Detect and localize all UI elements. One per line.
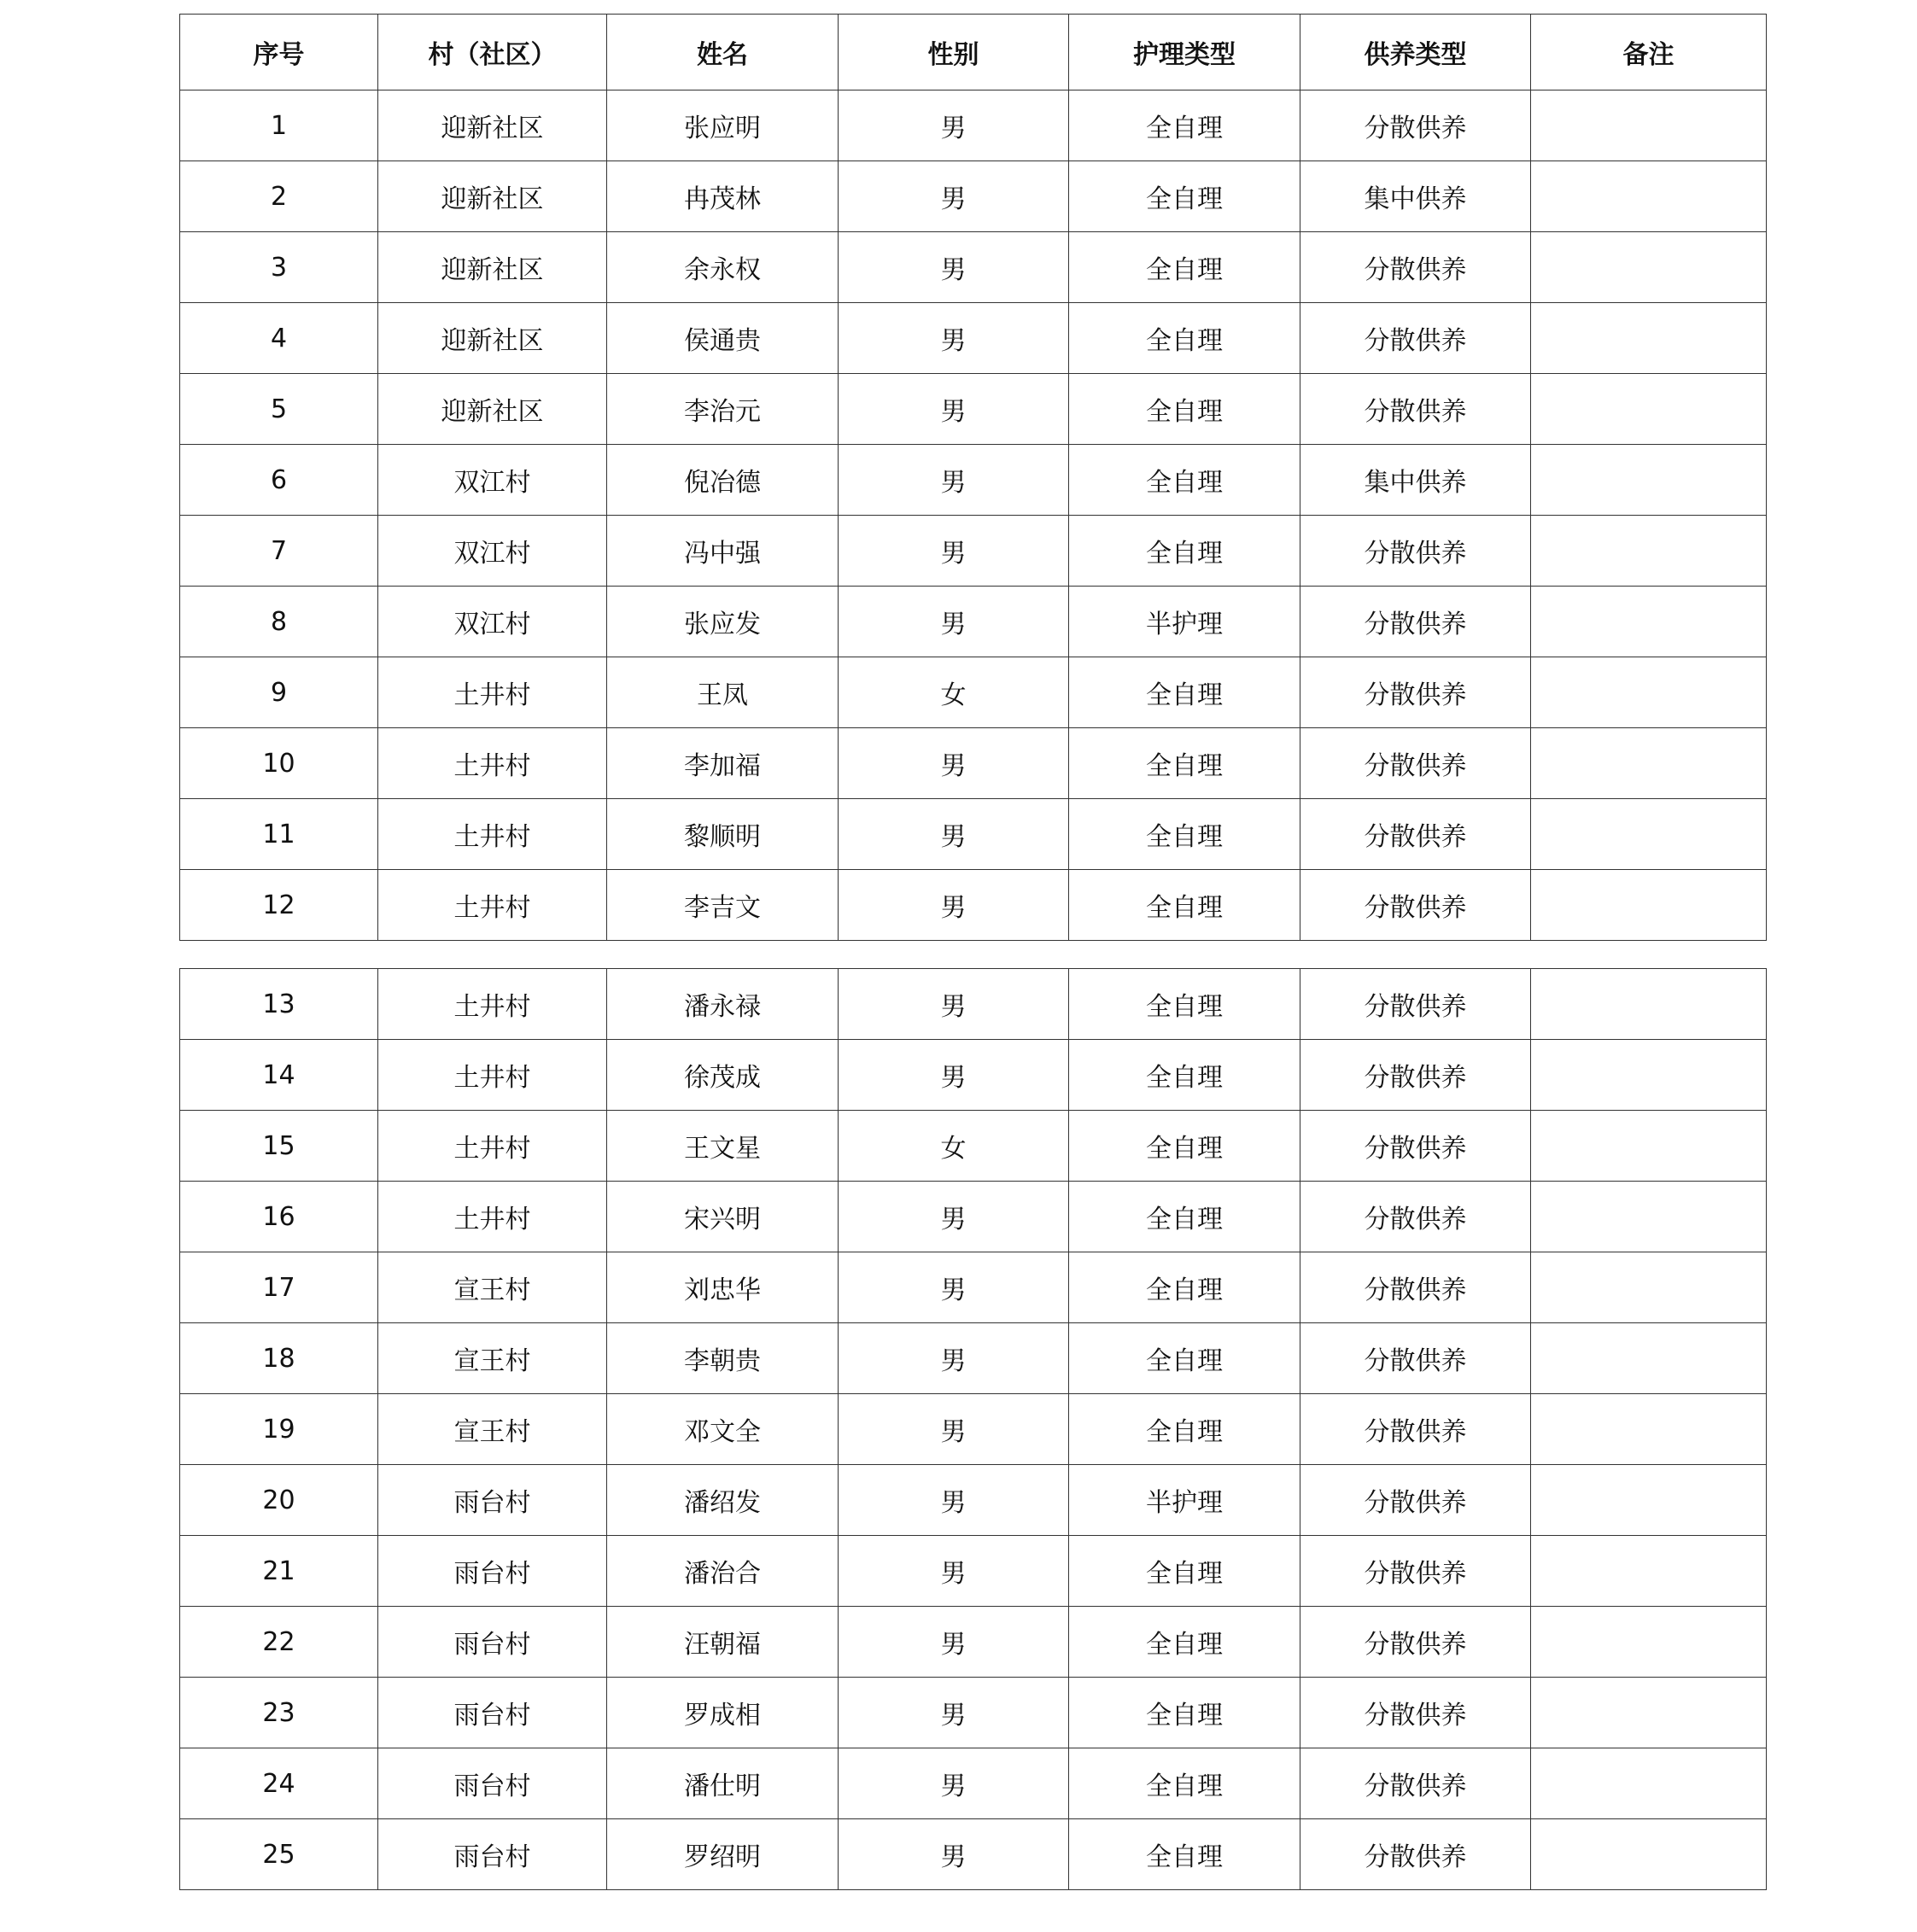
cell-gender: 男 — [839, 969, 1069, 1040]
cell-village: 雨台村 — [378, 1819, 607, 1890]
cell-index: 20 — [180, 1465, 378, 1536]
cell-index: 23 — [180, 1678, 378, 1748]
cell-name: 罗绍明 — [607, 1819, 839, 1890]
cell-gender: 男 — [839, 1040, 1069, 1111]
cell-note — [1531, 657, 1767, 728]
header-support-type: 供养类型 — [1300, 15, 1531, 90]
cell-village: 土井村 — [378, 969, 607, 1040]
cell-support-type: 分散供养 — [1300, 1394, 1531, 1465]
cell-village: 双江村 — [378, 587, 607, 657]
table-row — [180, 374, 1767, 445]
cell-gender: 女 — [839, 1111, 1069, 1182]
cell-index: 5 — [180, 374, 378, 445]
cell-support-type: 分散供养 — [1300, 1678, 1531, 1748]
cell-gender: 男 — [839, 1536, 1069, 1607]
cell-support-type: 分散供养 — [1300, 1536, 1531, 1607]
cell-index: 7 — [180, 516, 378, 587]
cell-village: 宣王村 — [378, 1252, 607, 1323]
cell-support-type: 分散供养 — [1300, 587, 1531, 657]
cell-village: 雨台村 — [378, 1678, 607, 1748]
table-row — [180, 232, 1767, 303]
table-row — [180, 1465, 1767, 1536]
cell-care-type: 全自理 — [1069, 516, 1300, 587]
cell-name: 黎顺明 — [607, 799, 839, 870]
cell-support-type: 分散供养 — [1300, 374, 1531, 445]
cell-name: 刘忠华 — [607, 1252, 839, 1323]
cell-gender: 女 — [839, 657, 1069, 728]
cell-name: 邓文全 — [607, 1394, 839, 1465]
table-row — [180, 516, 1767, 587]
cell-index: 14 — [180, 1040, 378, 1111]
cell-gender: 男 — [839, 799, 1069, 870]
table-row — [180, 587, 1767, 657]
cell-support-type: 分散供养 — [1300, 1607, 1531, 1678]
cell-index: 13 — [180, 969, 378, 1040]
table-row — [180, 90, 1767, 161]
cell-index: 8 — [180, 587, 378, 657]
table-row — [180, 799, 1767, 870]
cell-village: 雨台村 — [378, 1536, 607, 1607]
cell-index: 24 — [180, 1748, 378, 1819]
cell-note — [1531, 1678, 1767, 1748]
cell-care-type: 全自理 — [1069, 728, 1300, 799]
cell-note — [1531, 728, 1767, 799]
table-row — [180, 870, 1767, 941]
cell-care-type: 全自理 — [1069, 1607, 1300, 1678]
cell-index: 12 — [180, 870, 378, 941]
cell-note — [1531, 799, 1767, 870]
cell-support-type: 分散供养 — [1300, 1465, 1531, 1536]
cell-note — [1531, 1536, 1767, 1607]
cell-name: 冉茂林 — [607, 161, 839, 232]
cell-name: 张应明 — [607, 90, 839, 161]
cell-care-type: 全自理 — [1069, 374, 1300, 445]
header-care-type: 护理类型 — [1069, 15, 1300, 90]
cell-note — [1531, 1182, 1767, 1252]
header-index: 序号 — [180, 15, 378, 90]
roster-table-part-2 — [179, 968, 1767, 1890]
cell-index: 18 — [180, 1323, 378, 1394]
cell-village: 土井村 — [378, 728, 607, 799]
cell-name: 李治元 — [607, 374, 839, 445]
cell-village: 土井村 — [378, 799, 607, 870]
cell-index: 25 — [180, 1819, 378, 1890]
cell-index: 19 — [180, 1394, 378, 1465]
cell-village: 土井村 — [378, 1182, 607, 1252]
cell-village: 雨台村 — [378, 1465, 607, 1536]
cell-name: 冯中强 — [607, 516, 839, 587]
cell-care-type: 全自理 — [1069, 161, 1300, 232]
table-row — [180, 1748, 1767, 1819]
cell-index: 21 — [180, 1536, 378, 1607]
table-row — [180, 1607, 1767, 1678]
cell-village: 土井村 — [378, 1111, 607, 1182]
table-row — [180, 728, 1767, 799]
cell-index: 4 — [180, 303, 378, 374]
cell-name: 李加福 — [607, 728, 839, 799]
cell-gender: 男 — [839, 1678, 1069, 1748]
cell-village: 雨台村 — [378, 1748, 607, 1819]
roster-table-part-1 — [179, 14, 1767, 941]
cell-support-type: 分散供养 — [1300, 799, 1531, 870]
cell-village: 宣王村 — [378, 1323, 607, 1394]
cell-village: 土井村 — [378, 657, 607, 728]
cell-gender: 男 — [839, 1607, 1069, 1678]
cell-name: 潘绍发 — [607, 1465, 839, 1536]
cell-name: 潘治合 — [607, 1536, 839, 1607]
cell-note — [1531, 516, 1767, 587]
table-row — [180, 445, 1767, 516]
cell-index: 6 — [180, 445, 378, 516]
cell-care-type: 全自理 — [1069, 799, 1300, 870]
cell-gender: 男 — [839, 1252, 1069, 1323]
cell-note — [1531, 232, 1767, 303]
cell-support-type: 分散供养 — [1300, 90, 1531, 161]
header-gender: 性别 — [839, 15, 1069, 90]
cell-note — [1531, 1607, 1767, 1678]
header-name: 姓名 — [607, 15, 839, 90]
cell-village: 迎新社区 — [378, 90, 607, 161]
cell-gender: 男 — [839, 587, 1069, 657]
cell-gender: 男 — [839, 303, 1069, 374]
table-row — [180, 1040, 1767, 1111]
cell-name: 潘仕明 — [607, 1748, 839, 1819]
cell-gender: 男 — [839, 161, 1069, 232]
cell-gender: 男 — [839, 1323, 1069, 1394]
cell-note — [1531, 1465, 1767, 1536]
table-row — [180, 1252, 1767, 1323]
cell-village: 宣王村 — [378, 1394, 607, 1465]
cell-gender: 男 — [839, 728, 1069, 799]
cell-care-type: 全自理 — [1069, 969, 1300, 1040]
cell-village: 雨台村 — [378, 1607, 607, 1678]
cell-village: 土井村 — [378, 870, 607, 941]
cell-note — [1531, 1394, 1767, 1465]
cell-note — [1531, 1111, 1767, 1182]
cell-name: 余永权 — [607, 232, 839, 303]
cell-name: 徐茂成 — [607, 1040, 839, 1111]
cell-name: 李吉文 — [607, 870, 839, 941]
cell-care-type: 半护理 — [1069, 1465, 1300, 1536]
cell-support-type: 分散供养 — [1300, 657, 1531, 728]
cell-index: 9 — [180, 657, 378, 728]
cell-care-type: 全自理 — [1069, 657, 1300, 728]
table-row — [180, 1111, 1767, 1182]
cell-support-type: 分散供养 — [1300, 1323, 1531, 1394]
header-village: 村（社区） — [378, 15, 607, 90]
cell-gender: 男 — [839, 374, 1069, 445]
cell-gender: 男 — [839, 516, 1069, 587]
cell-note — [1531, 870, 1767, 941]
cell-care-type: 全自理 — [1069, 303, 1300, 374]
cell-gender: 男 — [839, 1394, 1069, 1465]
cell-name: 汪朝福 — [607, 1607, 839, 1678]
cell-index: 3 — [180, 232, 378, 303]
cell-care-type: 全自理 — [1069, 1111, 1300, 1182]
cell-care-type: 全自理 — [1069, 1252, 1300, 1323]
cell-care-type: 全自理 — [1069, 1678, 1300, 1748]
cell-village: 迎新社区 — [378, 374, 607, 445]
cell-index: 10 — [180, 728, 378, 799]
cell-index: 1 — [180, 90, 378, 161]
cell-note — [1531, 1748, 1767, 1819]
cell-support-type: 分散供养 — [1300, 1040, 1531, 1111]
table-row — [180, 1394, 1767, 1465]
cell-gender: 男 — [839, 870, 1069, 941]
cell-care-type: 全自理 — [1069, 445, 1300, 516]
cell-village: 双江村 — [378, 516, 607, 587]
cell-support-type: 分散供养 — [1300, 728, 1531, 799]
cell-village: 迎新社区 — [378, 303, 607, 374]
cell-index: 16 — [180, 1182, 378, 1252]
table-row — [180, 161, 1767, 232]
table-header-row — [180, 15, 1767, 90]
table-row — [180, 657, 1767, 728]
cell-note — [1531, 587, 1767, 657]
table-row — [180, 1536, 1767, 1607]
cell-support-type: 分散供养 — [1300, 1748, 1531, 1819]
cell-gender: 男 — [839, 1819, 1069, 1890]
cell-note — [1531, 1819, 1767, 1890]
cell-support-type: 集中供养 — [1300, 445, 1531, 516]
header-note: 备注 — [1531, 15, 1767, 90]
cell-index: 17 — [180, 1252, 378, 1323]
cell-note — [1531, 1040, 1767, 1111]
cell-care-type: 全自理 — [1069, 870, 1300, 941]
cell-index: 22 — [180, 1607, 378, 1678]
cell-care-type: 半护理 — [1069, 587, 1300, 657]
cell-note — [1531, 445, 1767, 516]
cell-index: 2 — [180, 161, 378, 232]
table-row — [180, 969, 1767, 1040]
cell-name: 李朝贵 — [607, 1323, 839, 1394]
cell-care-type: 全自理 — [1069, 1748, 1300, 1819]
cell-support-type: 集中供养 — [1300, 161, 1531, 232]
cell-note — [1531, 1252, 1767, 1323]
cell-note — [1531, 161, 1767, 232]
table-row — [180, 1323, 1767, 1394]
cell-support-type: 分散供养 — [1300, 303, 1531, 374]
cell-support-type: 分散供养 — [1300, 1819, 1531, 1890]
cell-care-type: 全自理 — [1069, 1323, 1300, 1394]
cell-index: 15 — [180, 1111, 378, 1182]
cell-name: 侯通贵 — [607, 303, 839, 374]
cell-care-type: 全自理 — [1069, 232, 1300, 303]
cell-support-type: 分散供养 — [1300, 516, 1531, 587]
table-row — [180, 1182, 1767, 1252]
cell-name: 罗成相 — [607, 1678, 839, 1748]
cell-gender: 男 — [839, 1182, 1069, 1252]
cell-care-type: 全自理 — [1069, 1394, 1300, 1465]
cell-support-type: 分散供养 — [1300, 870, 1531, 941]
cell-support-type: 分散供养 — [1300, 1111, 1531, 1182]
cell-care-type: 全自理 — [1069, 1182, 1300, 1252]
cell-care-type: 全自理 — [1069, 1040, 1300, 1111]
cell-village: 迎新社区 — [378, 232, 607, 303]
table-body-part-1 — [180, 90, 1767, 941]
cell-gender: 男 — [839, 445, 1069, 516]
cell-gender: 男 — [839, 1748, 1069, 1819]
cell-gender: 男 — [839, 90, 1069, 161]
cell-village: 双江村 — [378, 445, 607, 516]
cell-village: 土井村 — [378, 1040, 607, 1111]
cell-note — [1531, 303, 1767, 374]
cell-note — [1531, 374, 1767, 445]
cell-note — [1531, 1323, 1767, 1394]
table-body-part-2 — [180, 969, 1767, 1890]
cell-care-type: 全自理 — [1069, 90, 1300, 161]
cell-support-type: 分散供养 — [1300, 232, 1531, 303]
cell-name: 潘永禄 — [607, 969, 839, 1040]
cell-name: 王凤 — [607, 657, 839, 728]
cell-village: 迎新社区 — [378, 161, 607, 232]
cell-name: 倪冶德 — [607, 445, 839, 516]
cell-index: 11 — [180, 799, 378, 870]
table-row — [180, 303, 1767, 374]
cell-support-type: 分散供养 — [1300, 1252, 1531, 1323]
cell-name: 宋兴明 — [607, 1182, 839, 1252]
cell-gender: 男 — [839, 1465, 1069, 1536]
cell-support-type: 分散供养 — [1300, 1182, 1531, 1252]
cell-note — [1531, 969, 1767, 1040]
cell-care-type: 全自理 — [1069, 1819, 1300, 1890]
cell-care-type: 全自理 — [1069, 1536, 1300, 1607]
cell-name: 王文星 — [607, 1111, 839, 1182]
table-row — [180, 1678, 1767, 1748]
cell-gender: 男 — [839, 232, 1069, 303]
table-row — [180, 1819, 1767, 1890]
cell-support-type: 分散供养 — [1300, 969, 1531, 1040]
cell-note — [1531, 90, 1767, 161]
cell-name: 张应发 — [607, 587, 839, 657]
